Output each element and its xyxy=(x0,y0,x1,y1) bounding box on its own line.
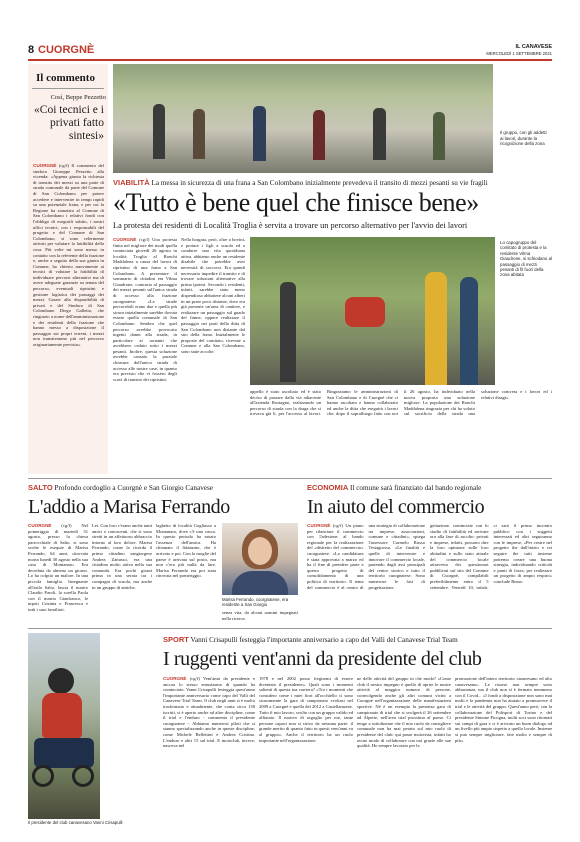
commercio-kicker: ECONOMIA xyxy=(307,483,349,492)
ferrando-col1-text: (cg/f) Nel pomeriggio di martedì 31 agosto, presso la chiesa parrocchiale di Salto, si sono svolte le esequie di Marisa Ferrando, 64 anni, ritrovata morta lunedì 30 agosto nella sua casa di Montanaro. Era deceduta da almeno un giorno. Lo ha colpito un malore. In una piccola famiglia. Insegnante all'asilo Salto, lascia il marito Claudio Paroli, la sorella Paola con il marito Gianfranco, le nipoti Cristina e Francesca e tutti i suoi familiari. xyxy=(28,523,88,612)
commento-lead: CUORGNÈ xyxy=(33,163,57,168)
sport-photo-caption: Il presidente del club canavesano Vanni Crisapulli xyxy=(28,820,123,825)
frana-photo-2 xyxy=(250,237,495,385)
ferrando-headline: L'addio a Marisa Ferrando xyxy=(28,496,230,518)
commercio-lead: CUORGNÈ xyxy=(307,523,331,528)
commento-box xyxy=(28,64,108,474)
sport-col-1 xyxy=(163,676,255,826)
sport-col-4: promozione dell'intero territorio canavesano ed alto canavesano». Le risorse non sempre sono abbastanza, ma il club non si è fermato nemmeno con il Covid... «I fondi a disposizione non sono mai molti e la pandemia non ha aiutato a promuovere il trial e le attività del gruppo. Quest'anno però, con la collaborazione del Polisport di Torino e del presidente Simone Picogna, molti soci sono ritornati sui campi di gara e ci è arrivato un buon dialogo ad un livello più ampio rispetto a quello locale. Insieme si può sempre migliorare, fare molto e sempre di più». xyxy=(455,676,552,743)
commento-body xyxy=(33,163,104,471)
ferrando-overline xyxy=(28,483,298,493)
section-rule-1 xyxy=(28,478,552,479)
section-title: CUORGNÈ xyxy=(38,44,95,56)
commercio-overline-text: Il comune sarà finanziato dal bando regionale xyxy=(350,484,482,492)
frana-overline xyxy=(113,178,553,188)
sport-overline xyxy=(163,635,553,645)
frana-overline-text: La messa in sicurezza di una frana a San Colombano inizialmente prevedeva il transito di mezzi pesanti su vie fragili xyxy=(151,179,488,187)
header-rule xyxy=(28,59,552,61)
sport-col-2: 1978 e nel 2002 posso fregiarmi di essere diventato il presidente». Quali sono i momenti salienti di questa tua carriera? «Tra i momenti che considero come i miei fiori all'occhiello ci sono sicuramente la gara di campionato svoltasi nel 2009 a Cuorgnè e quella del 2012 a Castellamonte. Tutto il mio lavoro, svolto con un gruppo valido ed affiatato. Il motivo di orgoglio per me, tante persone capaci non si sirivo da nessuna parte: il grande merito di quanto fatto in questi vent'anni va al gruppo». Anche il territorio ha un ruolo importante nell'organizzazione xyxy=(259,676,353,743)
sport-col-3: ne delle attività del gruppo in che modo? «Come club il nostro impegno è quello di aprire le nostre attività al maggior numero di persone, coinvolgendo anche gli altri comuni vicini a Cuorgnè nell'organizzazione delle manifestazioni sportive. Né è un esempio la presenza gara di campionato di trial che si svolgerà il 26 settembre ad Alpette, nell'area trial prossima al paese. Ci tengo a sottolineare che il mio ruolo da consigliere comunale non ha mai pesato sul mio ruolo di presidente del club: qui passe motorista, infatti ho avuto modo di collaborare con noi grazie alle sue qualità. Ho sempre lavorato per la xyxy=(357,676,451,749)
frana-subhead: La protesta dei residenti di Località Troglia è servita a trovare un percorso alternativo per l'avvio dei lavori xyxy=(113,221,468,230)
frana-photo xyxy=(113,64,493,173)
commento-byline: Così, Beppe Pezzetto xyxy=(50,94,106,101)
commento-text: (cg/f) Il commento del sindaco Giuseppe Pezzetto alla vicenda: «Appena giunta la richiesta di transito dei mezzi su una parte di strada comunale da parte del Comune di San Colombano per potere accedere e intervenire in tempi rapidi su una potenziale frana, e per cui la Regione ha stanziato al Comune di San Colombano i relativi fondi con l'obbligo di eseguirli subito, i nostri uffici tecnici, con i responsabili del progetto e del Comune di San Colombano, si sono celermente attivati per valutare la fattibilità della cosa. Più volte mi sono messo in contatto con la referente della frazione e, anche a seguito della sua giunta in Comune, ho chiesto nuovamente ai tecnici di valutare la fattibilità di individuare percorsi alternativi ma di avere adeguate garanzie su tenuta del percorso, eventuali ripristini e gestione logistica dei passaggi dei mezzi. Grazie alla disponibilità di privati e del Sindaco di San Colombano Diego Galletto, che ringrazio a nome dell'amministrazione e dei residenti della frazione che hanno messo a disposizione il passaggio sui propri terreni, i mezzi non transiteranno più nel percorso originariamente previsto». xyxy=(33,163,104,347)
ferrando-lead: CUORGNÈ xyxy=(28,523,52,528)
paper-name: IL CANAVESE xyxy=(515,44,552,50)
sport-kicker: SPORT xyxy=(163,635,189,644)
ferrando-photo-caption: Marisa Ferrando, cuorgnatese, era residente a San Giorgio xyxy=(222,597,289,608)
frana-kicker: VIABILITÀ xyxy=(113,178,150,187)
frana-col1-text: (cg/f) Una protesta finita nel migliore dei modi quella cominciata giovedì 26 agosto in località Troglia al Ronchi Maddalena a causa del lavori di ripristino di una frana a San Colombano. A presentare il sommario di cittadini era Vilma Giaudrone, contraria al passaggio dei mezzi pesanti sull'unica strada di accesso alla frazione cuorgnatese: «Le strade percorribili erano due e quella più sicura inizialmente sarebbe dovuta essere quella comunale di San Colombano. Sembra che quel percorso avrebbe provocato ingenti danni alla strada, in particolare ai tornanti che avrebbero ceduto sotto i mezzi pesanti. Inoltre, questa soluzione avrebbe causato la parziale chiusura dell'unica strada di accesso alle nostre case, in quanto era previsto che vi fossero degli scavi di transito dei ripristini. xyxy=(113,237,177,382)
sport-overline-text: Vanni Crisapulli festeggia l'importante anniversario a capo del Valli del Canavese Trial Team xyxy=(190,636,458,644)
commercio-overline xyxy=(307,483,553,493)
ferrando-col-2: Lei. Con loro c'erano anche tanti amici e conoscenti, che si sono stretti in un affettuoso abbraccio intorno al loro dolore. Marisa Ferrando, come la ricorda il primo cittadino sangiorgese Andrea Zanusso, era una cittadina molto attiva nella sua comunità. Era pochi giorni prima in una serata tra i compagni di scuola, ma anche in un gruppo di amiche. xyxy=(92,523,152,590)
commercio-col1-text: (cg/f) Un piano per rilanciare il commercio con l'adesione al bando regionale per la realizzazione del «distretto del commercio» cuorgnatese. «La candidatura è stata approvata a marzo ed ha il fine di prendere parte a questo progetto di consolidamento di una politica di territorio. Il tema del commercio è al centro di una strategia di collaborazione tra imprese, associazioni, comune e cittadini», spiega l'assessore Carmelo Russo Testagrossa. «Le finalità e quelle di intervenire e innovare il commercio locale, partendo dagli assi principali del centro storico e tutto il territorio cuorgnatese. Sono numerose le fasi di progettazione. xyxy=(307,523,425,590)
section-rule-2 xyxy=(28,628,552,629)
commento-label: Il commento xyxy=(36,72,95,84)
frana-headline: «Tutto è bene quel che finisce bene» xyxy=(113,188,479,217)
sport-photo xyxy=(28,633,100,819)
ferrando-photo xyxy=(222,523,298,595)
ferrando-col-1 xyxy=(28,523,88,623)
frana-lead: CUORGNÈ xyxy=(113,237,137,242)
commercio-col-2: gettazione, cominciate con lo studio di fattibilità ed arrivate ora alla fase di ascolto: privati e imprese, infatti, possono dire la loro opinione sulle loro abitudini e sullo stato attuale del commercio locale attraverso dei questionari pubblicati sul sito del Comune di Cuorgnè, compilabili preferibilmente entro il 5 settembre. Venerdì 10, infatti, ci sarà il primo incontro pubblico con i soggetti interessati ed altri seguiranno con le imprese, «Per creare nel progetto the dall'inizio e rei seguire the tutti insieme potremo creare una buona sinergia, individuando criticità e punti di forza, per realizzare un progetto di ampio respiro» conclude Russo. xyxy=(430,523,552,590)
ferrando-kicker: SALTO xyxy=(28,483,53,492)
ferrando-col-3: laghetto di località Gogliasso a Montanaro, dove c'è una vasca. In questo periodo ha notato l'assenza dell'amica. Ha chiamato il fidanzato, che è arrivato e poi. Con la moglie del paese è arrivata sul posto, ma non c'era più nulla da fare. Marisa Ferrando era poi stata ritrovata nel pomeriggio. xyxy=(156,523,216,579)
commercio-headline: In aiuto del commercio xyxy=(307,496,485,518)
sport-col1-text: (cg/f) Vent'anni da presidente e ancora lo stesso entusiasmo di quando ha cominciato: Vanni Crisapulli festeggia quest'anno l'importante anniversario come capo del Valli del Canavese Trial Team. Il club negli anni si è molto trasformato e attualmente, che conta circa 130 iscritti, si è aperto anche ad altre discipline, come il trial e l'enduro - commenta il presidente cuorgnatese -. Abbiamo numerosi piloti che si stanno specializzando anche in queste discipline, come Michele Bellettini e Andrea Cristina. L'enduro e altri 15 sul trial. E motoclub, invece, nasceva nel xyxy=(163,676,255,749)
ferrando-overline-text: Profondo cordoglio a Cuorgnè e San Giorgio Canavese xyxy=(54,484,213,492)
frana-col-3: appello è stato ascoltato ed è stato deciso di passare dalla via adiacente all'azienda Rostagno, realizzando un percorso di strada con la draga che si trovava già li, per l'accesso al lavori. Ringraziamo le amministrazioni di San Colombano e di Cuorgnè che ci hanno ascoltato e hanno collaborato ed anche la ditta che eseguirà i lavori che, dopo il sopralluogo fatto con noi il 26 agosto, ha individuato nella nuova proposta una soluzione migliore. La popolazione dei Ronchi Maddalena ringrazia per chi ha voluto sul sacrificio della strada una soluzione concreta e i lavori ed i relativi disagi». xyxy=(250,389,552,417)
commento-title: «Coi tecnici e i privati fatto sintesi» xyxy=(34,104,104,142)
sport-lead: CUORGNÈ xyxy=(163,676,187,681)
commercio-col-1 xyxy=(307,523,425,623)
paper-date: MERCOLEDÌ 1 SETTEMBRE 2021 xyxy=(486,51,552,56)
frana-col-1 xyxy=(113,237,177,387)
ferrando-col-4: senza vita, da alcuni uomini impegnati nella ricerca. xyxy=(222,610,298,621)
frana-photo-caption: Il gruppo, con gli addetti ai lavori, durante la ricognizione della zona xyxy=(500,130,547,147)
commento-rule xyxy=(32,88,104,89)
frana-photo2-caption: Lo capogruppo del comitato di protesta e la residente Vilma Giaudrone, si schiodano al passaggio di mezzi pesanti di fil fuori della zona abitata xyxy=(500,240,552,278)
sport-headline: I ruggenti vent'anni da presidente del club xyxy=(163,648,482,670)
frana-col-2: Nella borgata, però, oltre a bovini, e portare i figli a scuola ed a condurre una vita quotidiana attiva, abbiamo anche un residente disabile che potrebbe aver necessità di soccorsi. Era quindi necessario impedire il transito e di trovare soluzioni alternative alla prima ipotesi. Secondo i residenti, infatti, sarebbe stato meno dispendioso abbattere alcuni alberi in un prato poco distante, dove era già presente un'area di cantiere, e realizzare un passaggio sul guado del fiume, oppure realizzare il passaggio nei prati della ditta di San Colombano non distante dal sito della frana. Inizialmente le proposte del comitato, ricevute a Comune e alla San Colombano, sono state accolte. xyxy=(181,237,245,354)
page-header xyxy=(28,44,552,58)
page-number: 8 xyxy=(28,44,35,56)
